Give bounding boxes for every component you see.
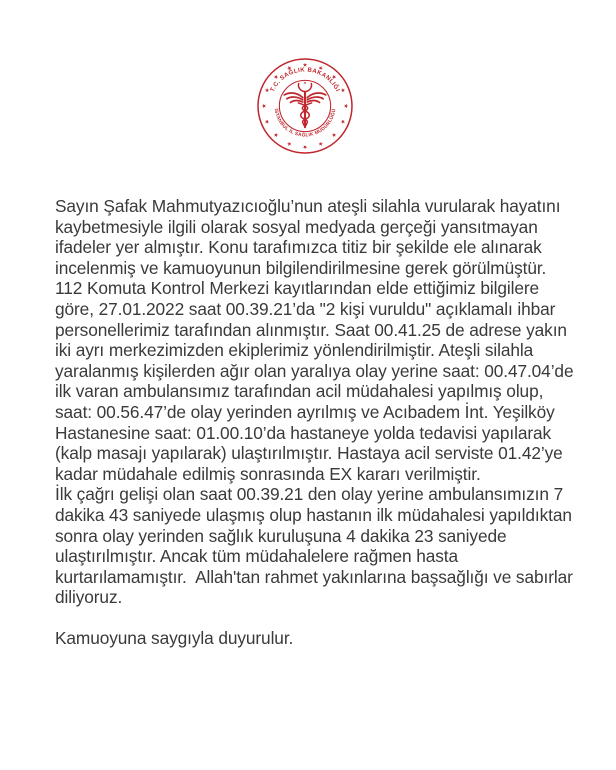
statement-line: kurtarılamamıştır. Allah'tan rahmet yakınlarına başsağlığı ve sabırlar [55,566,573,587]
statement-line: ulaştırılmıştır. Ancak tüm müdahalelere rağmen hasta [55,546,459,567]
star-icon [318,141,324,147]
ministry-seal [252,53,358,159]
crescent-star-icon [304,81,307,84]
star-icon [344,104,348,108]
star-icon [340,87,346,93]
statement-line: saat: 00.56.47’de olay yerinden ayrılmış ve Acıbadem İnt. Yeşilköy [55,401,555,422]
statement-line: sonra olay yerinden sağlık kuruluşuna 4 dakika 23 saniyede [55,525,507,546]
statement-line: kaybetmesiyle ilgili olarak sosyal medyada gerçeği yansıtmayan [55,216,538,237]
statement-line: İlk çağrı gelişi olan saat 00.39.21 den olay yerine ambulansımızın 7 [55,484,564,505]
statement-line: diliyoruz. [55,587,123,608]
statement-line: yaralanmış kişilerden ağır olan yaralıya olay yerine saat: 00.47.04’de [55,360,574,381]
seal-top-text: T.C. SAĞLIK BAKANLIĞI [268,66,342,93]
star-icon [286,141,292,147]
star-icon [303,63,307,67]
statement-line: 112 Komuta Kontrol Merkezi kayıtlarından elde ettiğimiz bilgilere [55,278,540,299]
ministry-seal-graphic [252,53,358,159]
crescent-icon [298,83,311,91]
statement-line: iki ayrı merkezimizden ekiplerimiz yönlendirilmiştir. Ateşli silahla [55,340,534,361]
statement-line: ifadeler yer almıştır. Konu tarafımızca titiz bir şekilde ele alınarak [55,237,542,258]
statement-line: göre, 27.01.2022 saat 00.39.21’da "2 kişi vuruldu" açıklamalı ihbar [55,298,556,319]
star-icon [264,119,270,125]
statement-line: (kalp masajı yapılarak) ulaştırılmıştır. Hastaya acil serviste 01.42’ye [55,443,563,464]
statement-text [55,196,573,649]
seal-bottom-text: İSTANBUL İL SAĞLIK MÜDÜRLÜĞÜ [272,108,338,139]
statement-line: kadar müdahale edilmiş sonrasında EX kararı verilmiştir. [55,463,481,484]
statement-line: ilk varan ambulansımız tarafından acil müdahalesi yapılmış olup, [55,381,544,402]
star-icon [331,132,337,138]
star-icon [262,104,266,108]
statement-body [55,196,573,608]
statement-line: incelenmiş ve kamuoyunun bilgilendirilmesine gerek görülmüştür. [55,257,547,278]
seal-top-text-holder [269,66,341,93]
statement-line: Hastanesine saat: 01.00.10’da hastaneye yolda tedavisi yapılarak [55,422,552,443]
star-icon [273,132,279,138]
caduceus-icon [284,81,326,127]
star-icon [340,119,346,125]
star-icon [303,145,307,149]
star-icon [264,87,270,93]
statement-line: Sayın Şafak Mahmutyazıcıoğlu’nun ateşli silahla vurularak hayatını [55,196,561,216]
statement-line: dakika 43 saniyede ulaşmış olup hastanın ilk müdahalesi yapıldıktan [55,504,572,525]
statement-closing: Kamuoyuna saygıyla duyurulur. [55,628,294,649]
statement-line: personellerimiz tarafından alınmıştır. Saat 00.41.25 de adrese yakın [55,319,567,340]
